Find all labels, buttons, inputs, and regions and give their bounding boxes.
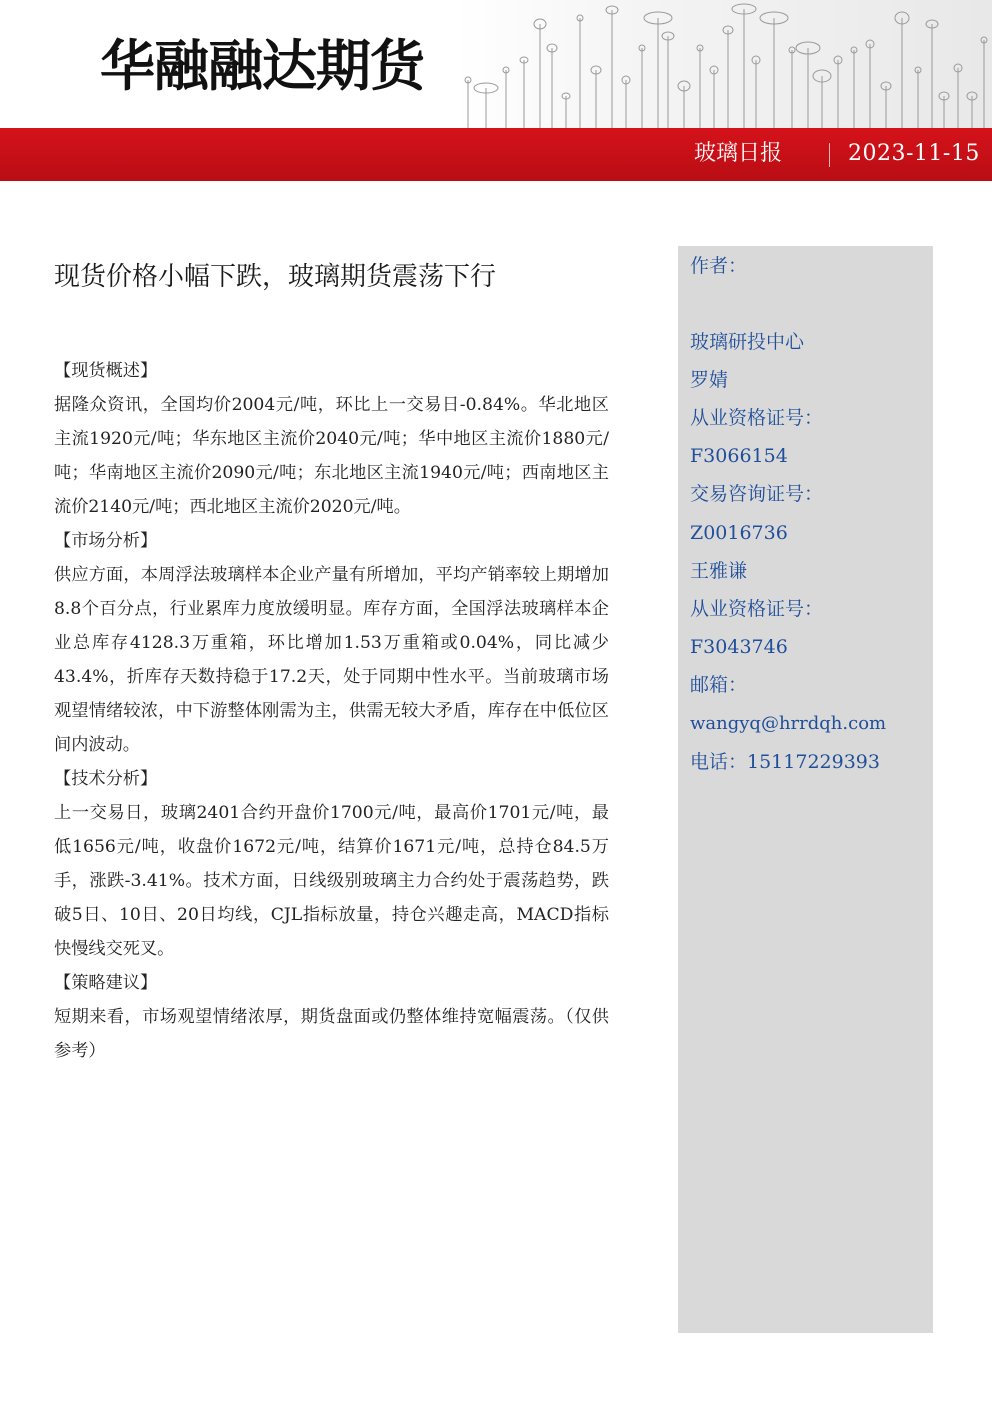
department: 玻璃研投中心 [690,331,805,353]
section-heading: 【技术分析】 [54,769,158,789]
author1-consult-label: 交易咨询证号： [690,483,824,505]
author2-name: 王雅谦 [690,560,748,582]
author1-name: 罗婧 [690,369,729,391]
email-label: 邮箱： [690,674,748,696]
section-text: 据隆众资讯，全国均价2004元/吨，环比上一交易日-0.84%。华北地区主流1920元/吨；华东地区主流价2040元/吨；华中地区主流价1880元/吨；华南地区主流价2090元/吨；东北地区主流1940元/吨；西南地区主流价2140元/吨；西北地区主流价2020元/吨。 [54,395,609,517]
section-heading: 【现货概述】 [54,361,158,381]
report-name: 玻璃日报 [694,141,783,166]
phone: 电话：15117229393 [690,751,880,773]
header-band [0,128,992,181]
section-text: 短期来看，市场观望情绪浓厚，期货盘面或仍整体维持宽幅震荡。（仅供参考） [54,1007,609,1061]
section-heading: 【市场分析】 [54,531,158,551]
author-sidebar [678,246,933,1333]
author1-qualification-number: F3066154 [690,445,788,467]
header-decorative-art [456,0,992,128]
circles-lines-decoration [456,0,992,128]
author2-qualification-number: F3043746 [690,636,788,658]
section-technical [54,762,609,966]
section-market [54,524,609,762]
section-strategy [54,966,609,1068]
email-address[interactable]: wangyq@hrrdqh.com [690,713,887,734]
author1-qualification-label: 从业资格证号： [690,407,824,429]
article-body [54,354,609,1068]
author1-consult-number: Z0016736 [690,522,788,544]
section-text: 供应方面，本周浮法玻璃样本企业产量有所增加，平均产销率较上期增加8.8个百分点，行业累库力度放缓明显。库存方面，全国浮法玻璃样本企业总库存4128.3万重箱，环比增加1.53万重箱或0.04%，同比减少43.4%，折库存天数持稳于17.2天，处于同期中性水平。当前玻璃市场观望情绪较浓，中下游整体刚需为主，供需无较大矛盾，库存在中低位区间内波动。 [54,565,609,755]
article-title: 现货价格小幅下跌，玻璃期货震荡下行 [54,262,497,292]
author-label: 作者： [690,255,748,277]
section-spot [54,354,609,524]
section-heading: 【策略建议】 [54,973,158,993]
header-divider [829,143,830,167]
section-text: 上一交易日，玻璃2401合约开盘价1700元/吨，最高价1701元/吨，最低1656元/吨，收盘价1672元/吨，结算价1671元/吨，总持仓84.5万手，涨跌-3.41%。技术方面，日线级别玻璃主力合约处于震荡趋势，跌破5日、10日、20日均线，CJL指标放量，持仓兴趣走高，MACD指标快慢线交死叉。 [54,803,609,959]
company-logo: 华融融达期货 [100,34,425,98]
author2-qualification-label: 从业资格证号： [690,598,824,620]
report-date: 2023-11-15 [848,141,980,166]
